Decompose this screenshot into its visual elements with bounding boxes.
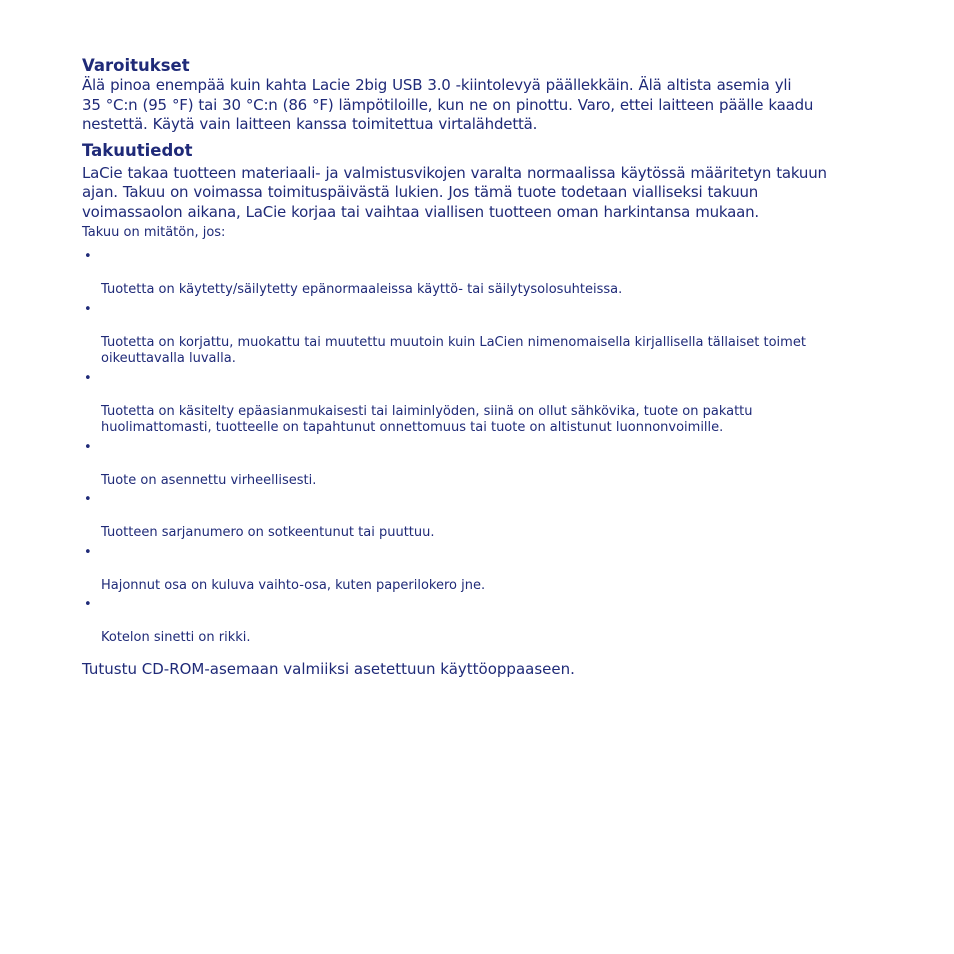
list-item: [82, 545, 902, 595]
condition-text: Kotelon sinetti on rikki.: [101, 630, 251, 645]
condition-text: Tuote on asennettu virheellisesti.: [101, 472, 317, 488]
bullet-icon: •: [84, 370, 92, 386]
condition-text: Hajonnut osa on kuluva vaihto-osa, kuten paperilokero jne.: [101, 577, 486, 593]
warnings-heading: Varoitukset: [82, 56, 190, 75]
bullet-icon: •: [84, 597, 92, 612]
list-item: [82, 440, 902, 490]
bullet-icon: •: [84, 492, 92, 507]
list-item: [82, 597, 902, 647]
warnings-body: Älä pinoa enempää kuin kahta Lacie 2big USB 3.0 -kiintolevyä päällekkäin. Älä altista asemia yli 35 °C:n (95 °F) tai 30 °C:n (86 °F) lämpötiloille, kun ne on pinottu. Varo, ettei laitteen päälle kaadu nestettä. Käytä vain laitteen kanssa toimitettua virtalähdettä.: [82, 76, 814, 133]
warranty-body: LaCie takaa tuotteen materiaali- ja valmistusvikojen varalta normaalissa käytössä määritetyn takuun ajan. Takuu on voimassa toimituspäivästä lukien. Jos tämä tuote todetaan vialliseksi takuun voimassaolon aikana, LaCie korjaa tai vaihtaa viallisen tuotteen oman harkintansa mukaan.: [82, 163, 827, 221]
condition-text: Tuotetta on käytetty/säilytetty epänormaaleissa käyttö- tai säilytysolosuhteissa.: [101, 282, 623, 297]
list-item: [82, 492, 902, 542]
condition-text: Tuotetta on korjattu, muokattu tai muutettu muutoin kuin LaCien nimenomaisella kirjallisella tällaiset toimet oikeuttavalla luvalla.: [101, 334, 806, 366]
bullet-icon: •: [84, 249, 92, 264]
condition-text: Tuotteen sarjanumero on sotkeentunut tai puuttuu.: [101, 525, 435, 540]
warranty-heading: Takuutiedot: [82, 140, 193, 160]
list-item: [82, 302, 902, 368]
bullet-icon: •: [84, 439, 92, 455]
bullet-icon: •: [84, 301, 92, 317]
warranty-void-intro: Takuu on mitätön, jos:: [82, 225, 226, 240]
warranty-void-conditions: [82, 249, 902, 647]
bullet-icon: •: [84, 544, 92, 560]
list-item: [82, 371, 902, 437]
closing-note: Tutustu CD-ROM-asemaan valmiiksi asetettuun käyttöoppaaseen.: [82, 659, 575, 678]
list-item: [82, 249, 902, 299]
condition-text: Tuotetta on käsitelty epäasianmukaisesti tai laiminlyöden, siinä on ollut sähkövika, tuote on pakattu huolimattomasti, tuotteelle on tapahtunut onnettomuus tai tuote on altistunut luonnonvoimille.: [101, 403, 753, 435]
document-page: [82, 56, 902, 679]
